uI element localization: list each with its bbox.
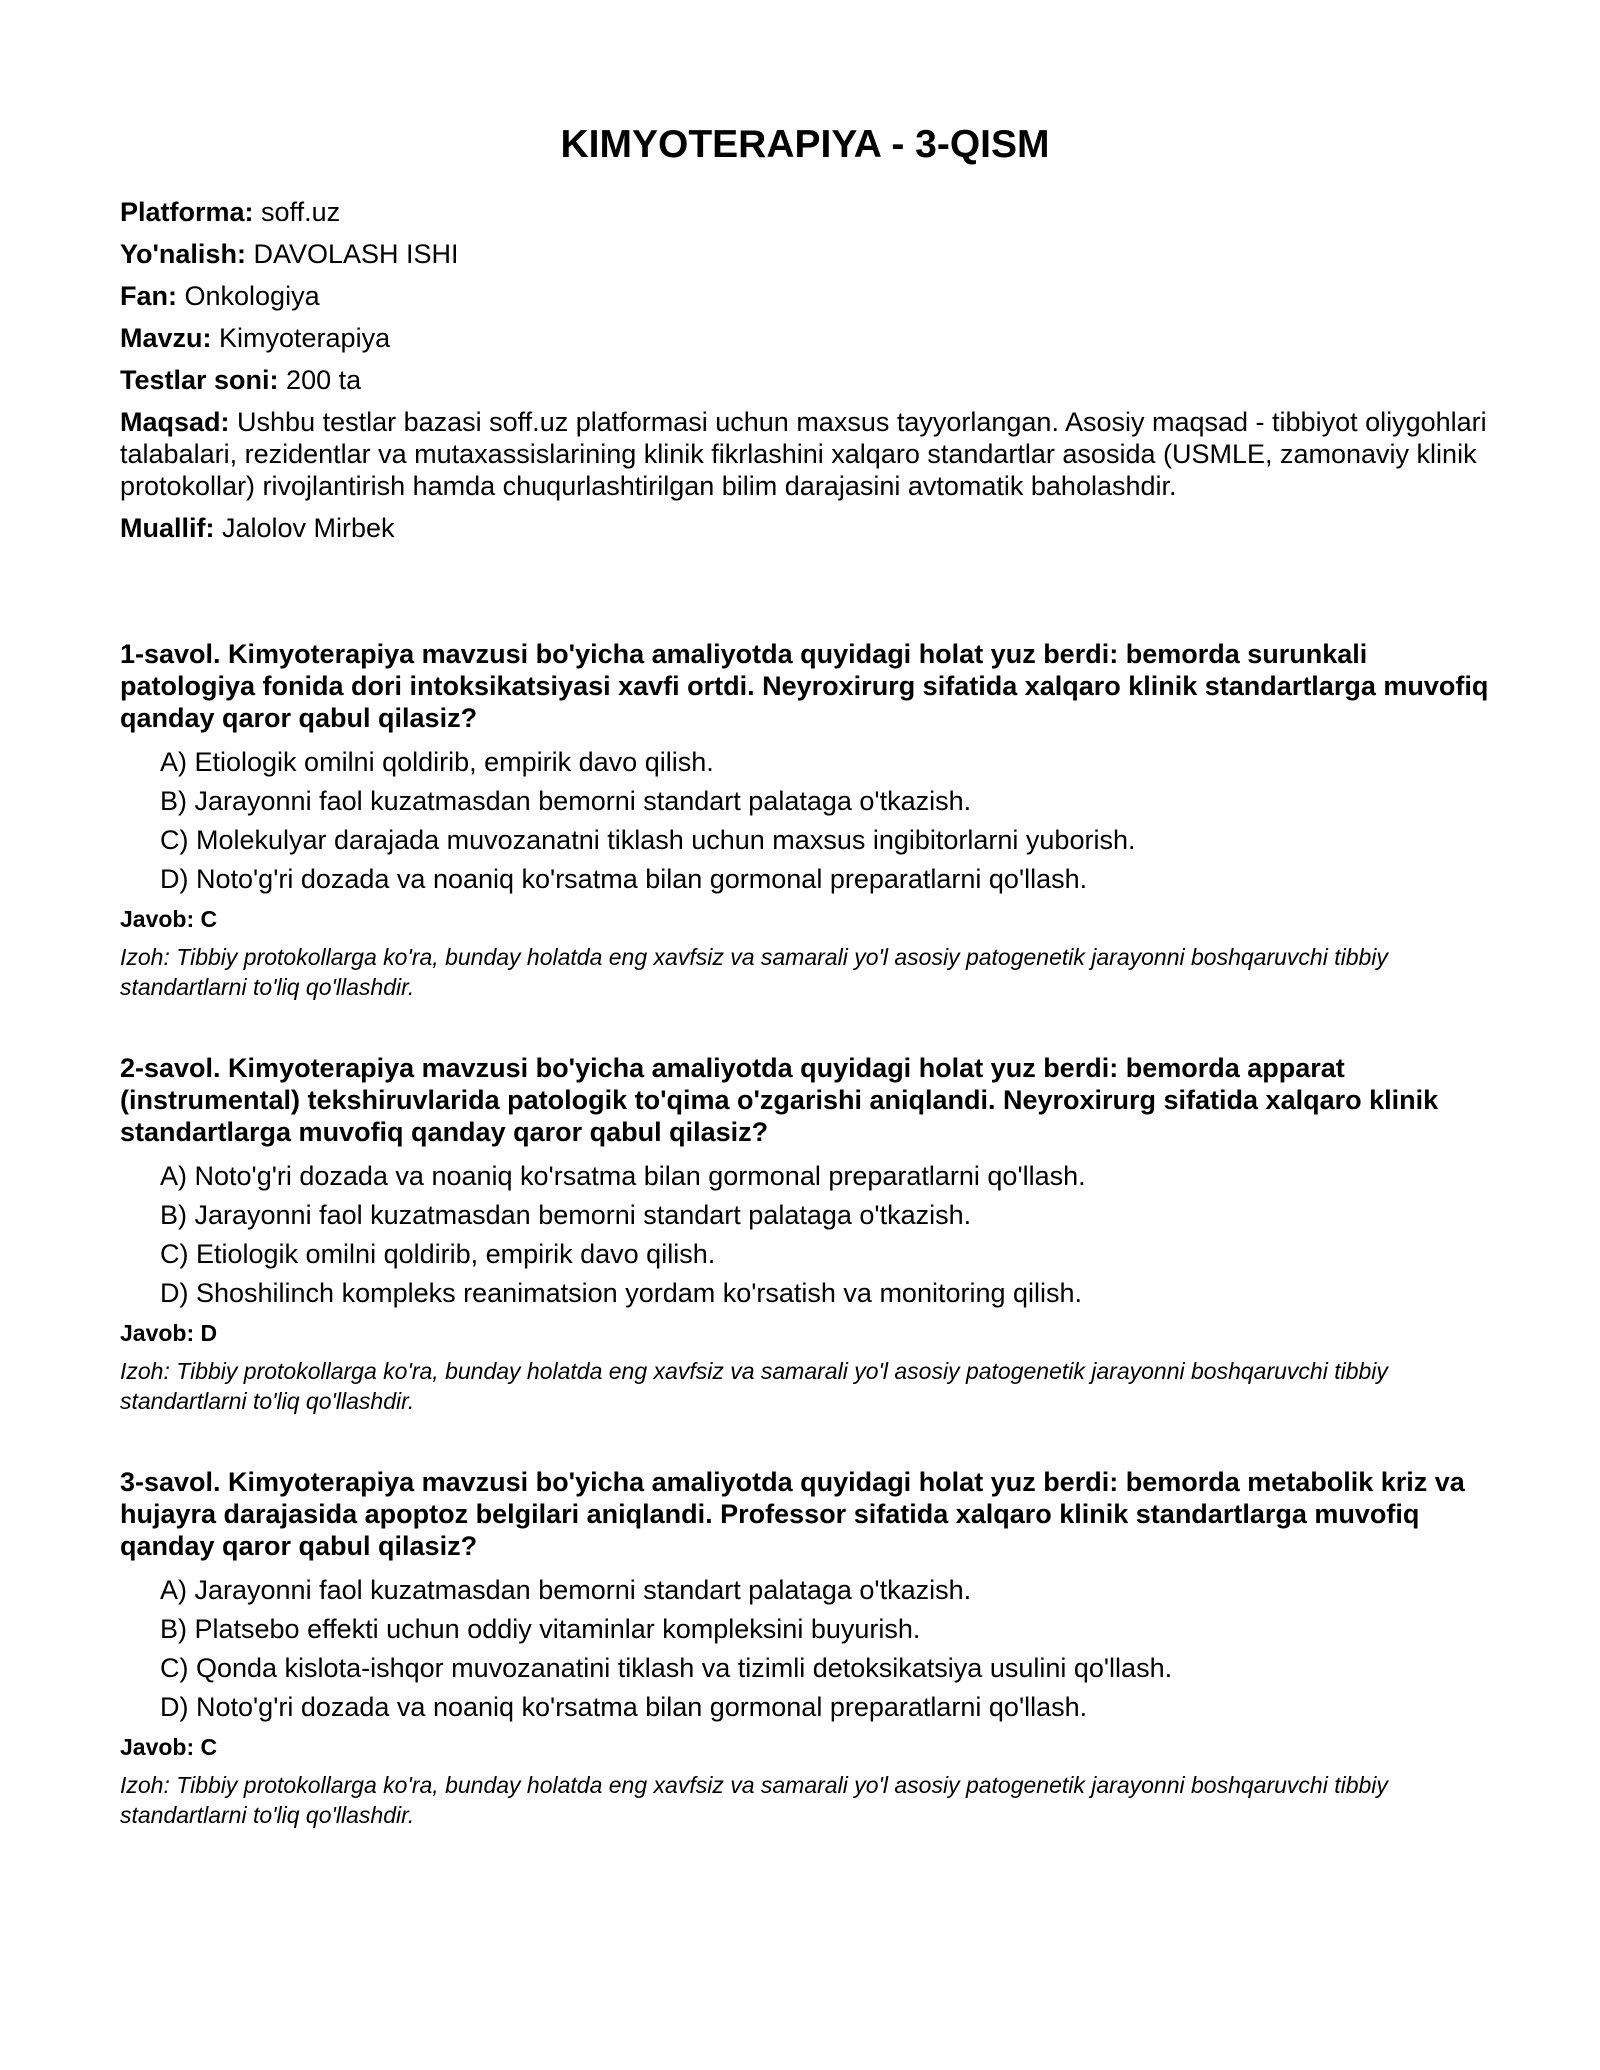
meta-purpose [120,406,1490,502]
meta-value: soff.uz [253,197,341,227]
meta-direction [120,238,1490,270]
option-b: B) Jarayonni faol kuzatmasdan bemorni standart palataga o'tkazish. [160,1200,972,1230]
meta-author [120,512,1490,544]
option-b: B) Jarayonni faol kuzatmasdan bemorni standart palataga o'tkazish. [160,786,972,816]
option-b: B) Platsebo effekti uchun oddiy vitaminlar kompleksini buyurish. [160,1614,921,1644]
meta-value: Onkologiya [177,281,320,311]
explanation-note: Izoh: Tibbiy protokollarga ko'ra, bunday holatda eng xavfsiz va samarali yo'l asosiy patogenetik jarayonni boshqaruvchi tibbiy standartlarni to'liq qo'llashdir. [120,1358,1388,1414]
document-page [120,0,1490,1830]
correct-answer: Javob: C [120,906,218,932]
document-title: KIMYOTERAPIYA - 3-QISM [560,123,1050,166]
correct-answer: Javob: C [120,1734,218,1760]
option-d: D) Noto'g'ri dozada va noaniq ko'rsatma bilan gormonal preparatlarni qo'llash. [160,1692,1088,1722]
meta-key: Platforma: [120,197,254,227]
document-meta [120,196,1490,544]
question-text: 2-savol. Kimyoterapiya mavzusi bo'yicha amaliyotda quyidagi holat yuz berdi: bemorda apparat (instrumental) tekshiruvlarida patologik to'qima o'zgarishi aniqlandi. Neyroxirurg sifatida xalqaro klinik standartlarga muvofiq qanday qaror qabul qilasiz? [120,1053,1439,1147]
meta-key: Maqsad: [120,407,230,437]
option-a: A) Noto'g'ri dozada va noaniq ko'rsatma bilan gormonal preparatlarni qo'llash. [160,1161,1086,1191]
option-d: D) Noto'g'ri dozada va noaniq ko'rsatma bilan gormonal preparatlarni qo'llash. [160,864,1088,894]
option-c: C) Qonda kislota-ishqor muvozanatini tiklash va tizimli detoksikatsiya usulini qo'llash. [160,1653,1173,1683]
question-block-2 [120,1052,1490,1416]
question-block-3 [120,1466,1490,1830]
option-a: A) Etiologik omilni qoldirib, empirik davo qilish. [160,747,714,777]
explanation-note: Izoh: Tibbiy protokollarga ko'ra, bunday holatda eng xavfsiz va samarali yo'l asosiy patogenetik jarayonni boshqaruvchi tibbiy standartlarni to'liq qo'llashdir. [120,1772,1388,1828]
meta-key: Yo'nalish: [120,239,246,269]
meta-test-count [120,364,1490,396]
meta-key: Fan: [120,281,177,311]
meta-value: Kimyoterapiya [211,323,391,353]
meta-key: Testlar soni: [120,365,279,395]
meta-key: Muallif: [120,513,215,543]
meta-value: Ushbu testlar bazasi soff.uz platformasi uchun maxsus tayyorlangan. Asosiy maqsad - tibbiyot oliygohlari talabalari, rezidentlar va mutaxassislarining klinik fikrlashini xalqaro standartlar asosida (USMLE, zamonaviy klinik protokollar) rivojlantirish hamda chuqurlashtirilgan bilim darajasini avtomatik baholashdir. [120,407,1487,501]
meta-topic [120,322,1490,354]
option-d: D) Shoshilinch kompleks reanimatsion yordam ko'rsatish va monitoring qilish. [160,1278,1083,1308]
meta-value: Jalolov Mirbek [214,513,395,543]
question-block-1 [120,638,1490,1002]
explanation-note: Izoh: Tibbiy protokollarga ko'ra, bunday holatda eng xavfsiz va samarali yo'l asosiy patogenetik jarayonni boshqaruvchi tibbiy standartlarni to'liq qo'llashdir. [120,944,1388,1000]
answer-options [120,1574,1490,1723]
question-text: 1-savol. Kimyoterapiya mavzusi bo'yicha amaliyotda quyidagi holat yuz berdi: bemorda surunkali patologiya fonida dori intoksikatsiyasi xavfi ortdi. Neyroxirurg sifatida xalqaro klinik standartlarga muvofiq qanday qaror qabul qilasiz? [120,639,1489,733]
correct-answer: Javob: D [120,1320,218,1346]
answer-options [120,746,1490,895]
answer-options [120,1160,1490,1309]
option-a: A) Jarayonni faol kuzatmasdan bemorni standart palataga o'tkazish. [160,1575,972,1605]
meta-value: 200 ta [278,365,362,395]
question-text: 3-savol. Kimyoterapiya mavzusi bo'yicha amaliyotda quyidagi holat yuz berdi: bemorda metabolik kriz va hujayra darajasida apoptoz belgilari aniqlandi. Professor sifatida xalqaro klinik standartlarga muvofiq qanday qaror qabul qilasiz? [120,1467,1465,1561]
meta-key: Mavzu: [120,323,212,353]
option-c: C) Molekulyar darajada muvozanatni tiklash uchun maxsus ingibitorlarni yuborish. [160,825,1136,855]
meta-value: DAVOLASH ISHI [245,239,459,269]
meta-subject [120,280,1490,312]
meta-platform [120,196,1490,228]
option-c: C) Etiologik omilni qoldirib, empirik davo qilish. [160,1239,716,1269]
